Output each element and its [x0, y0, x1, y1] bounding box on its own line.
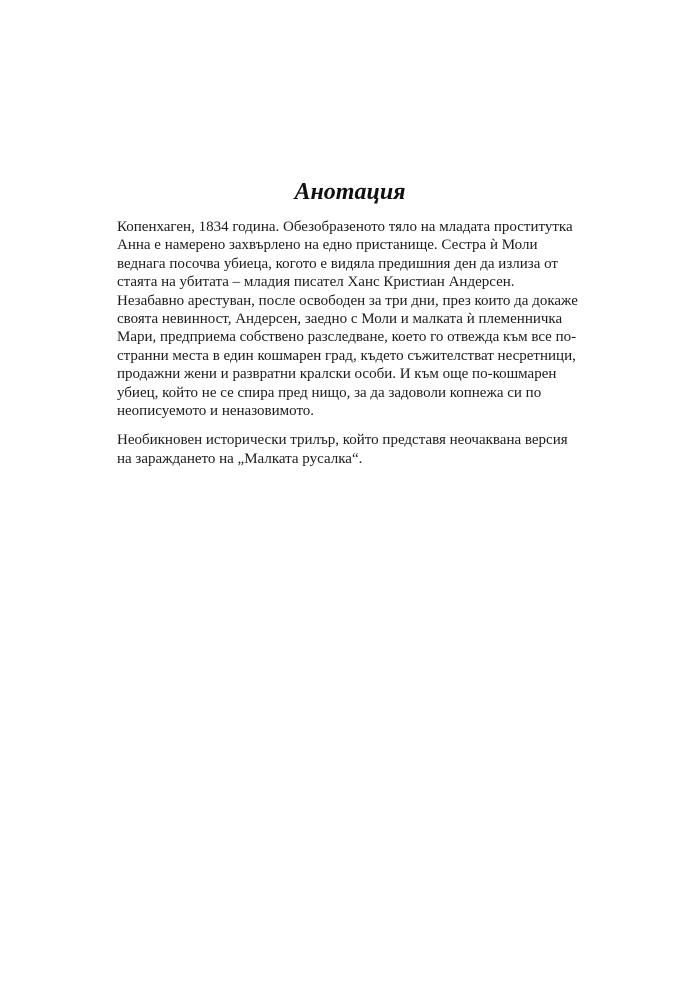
- page-title: Анотация: [294, 179, 406, 205]
- text-line: Анна е намерено захвърлено на едно пристанище. Сестра ѝ Моли: [117, 237, 538, 254]
- text-line: странни места в един кошмарен град, където съжителстват несретници,: [117, 347, 576, 364]
- text-line: Незабавно арестуван, после освободен за три дни, през които да докаже: [117, 292, 578, 309]
- text-line: убиец, който не се спира пред нищо, за да задоволи копнежа си по: [117, 384, 542, 401]
- text-line: Мари, предприема собствено разследване, което го отвежда към все по-: [117, 329, 577, 346]
- text-line: продажни жени и развратни кралски особи. И към още по-кошмарен: [117, 366, 557, 383]
- text-line: неописуемото и неназовимото.: [117, 403, 315, 420]
- text-line: на зараждането на „Малката русалка“.: [117, 450, 363, 467]
- text-line: своята невинност, Андерсен, заедно с Моли и малката ѝ племенничка: [117, 311, 563, 328]
- text-line: Копенхаген, 1834 година. Обезобразеното тяло на младата проститутка: [117, 219, 573, 235]
- annotation-body: [117, 218, 597, 479]
- paragraph-1: [117, 218, 597, 420]
- text-line: стаята на убитата – младия писател Ханс Кристиан Андерсен.: [117, 274, 515, 291]
- text-line: веднага посочва убиеца, когото е видяла предишния ден да излиза от: [117, 255, 558, 272]
- text-line: Необикновен исторически трилър, който представя неочаквана версия: [117, 432, 568, 449]
- paragraph-2: [117, 431, 597, 468]
